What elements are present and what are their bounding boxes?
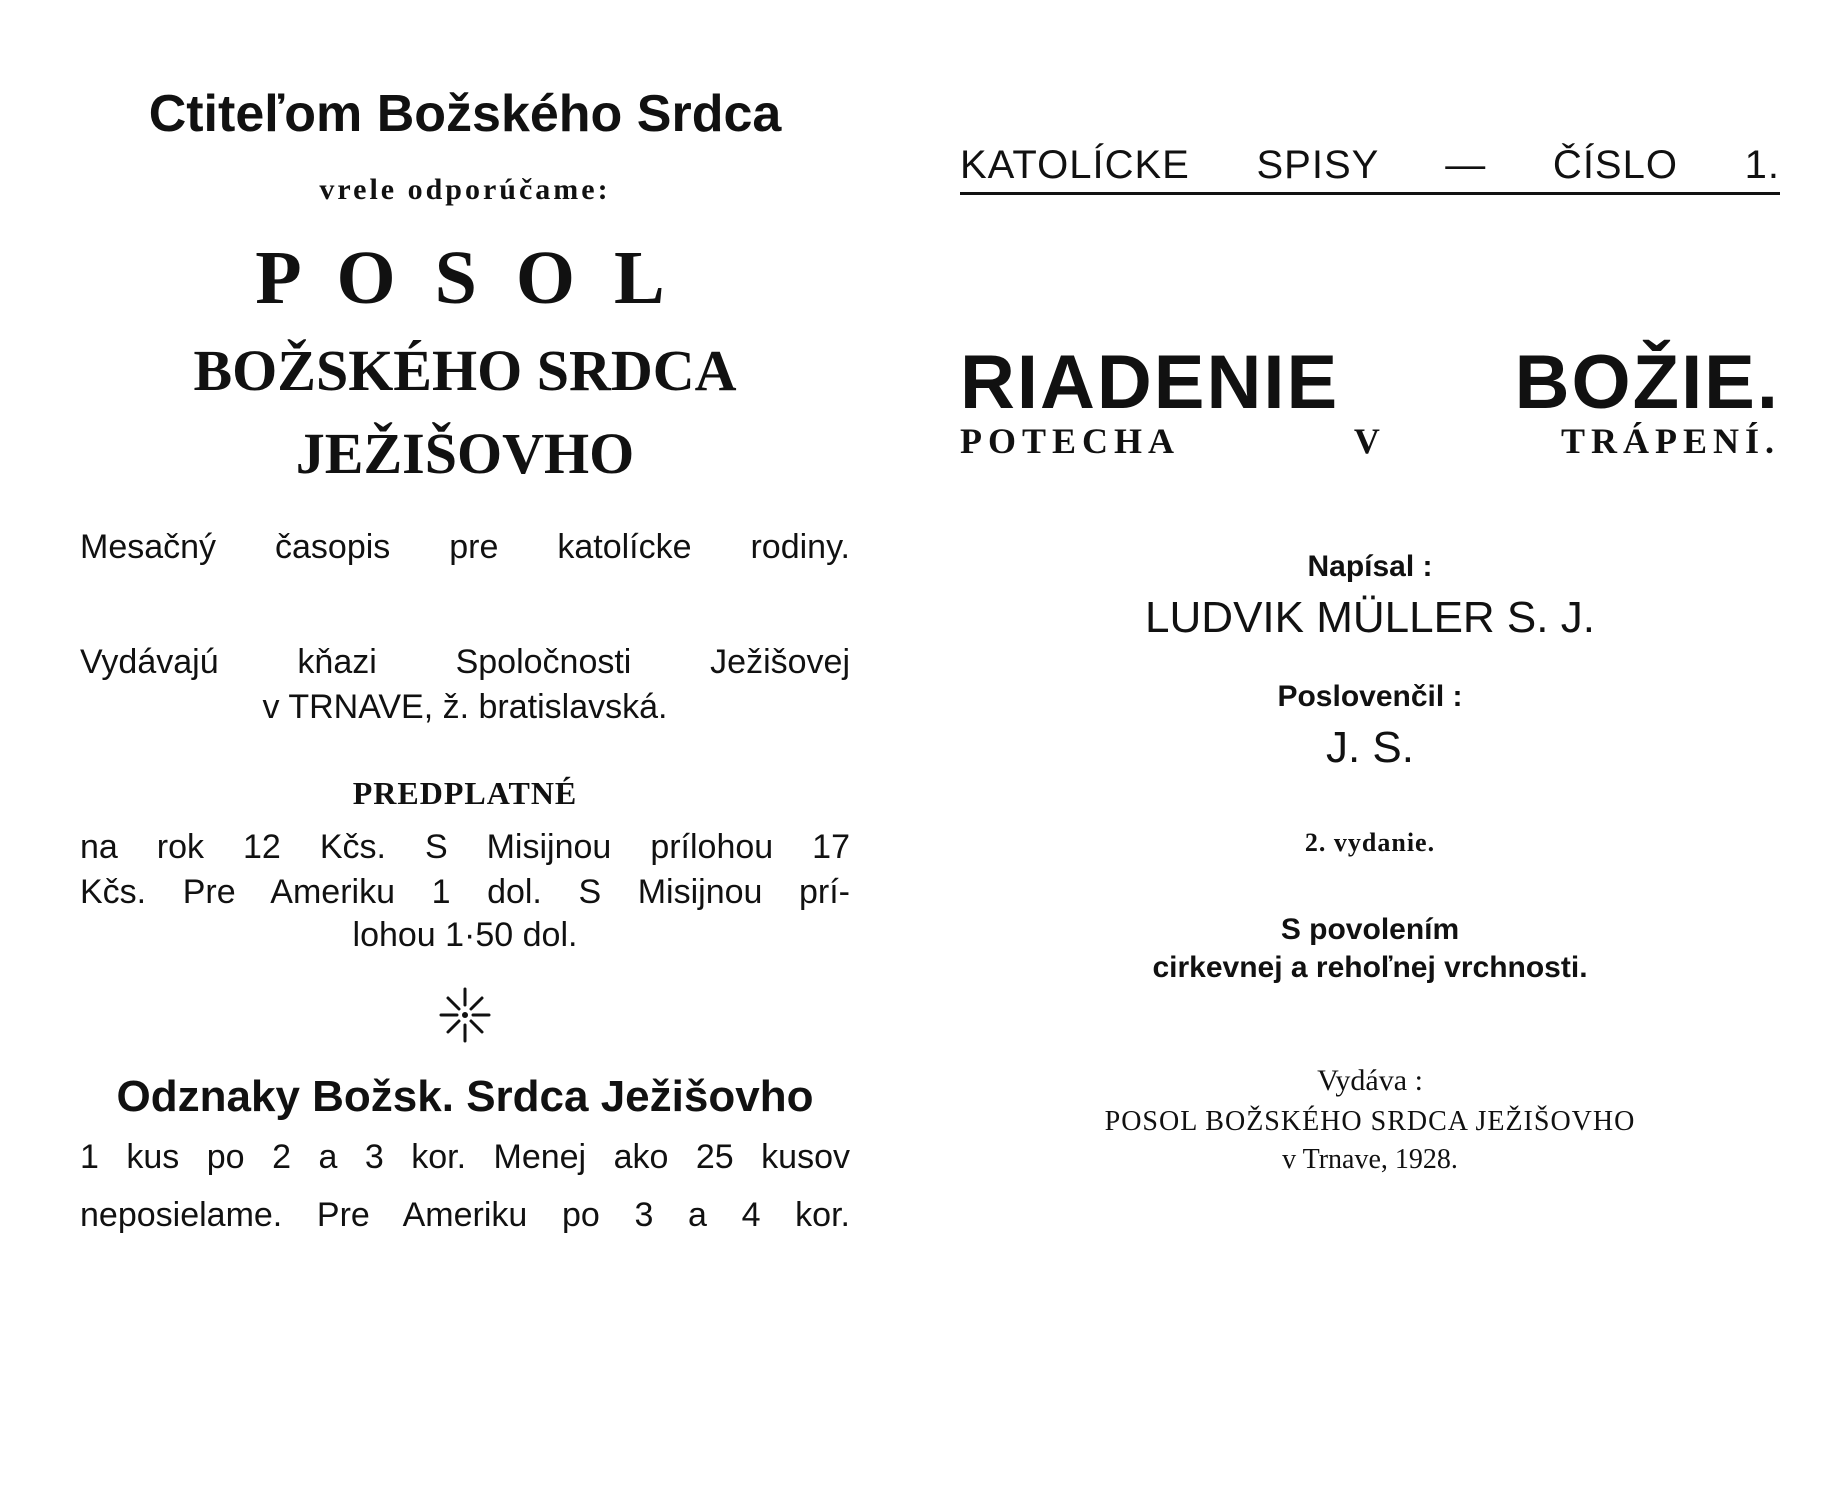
subscription-line-2: Kčs. Pre Ameriku 1 dol. S Misijnou prí- — [80, 873, 850, 911]
translator-label: Poslovenčil : — [1277, 680, 1463, 713]
subscription-heading: PREDPLATNÉ — [352, 775, 578, 811]
badges-line-2: neposielame. Pre Ameriku po 3 a 4 kor. — [80, 1196, 850, 1234]
permission-line-2: cirkevnej a rehoľnej vrchnosti. — [1152, 951, 1588, 984]
publisher-name: POSOL BOŽSKÉHO SRDCA JEŽIŠOVHO — [1104, 1106, 1636, 1137]
place-year: v Trnave, 1928. — [1282, 1144, 1458, 1175]
magazine-subtitle: Mesačný časopis pre katolícke rodiny. — [80, 528, 850, 566]
asterisk-ornament-icon — [80, 985, 850, 1050]
author-name: LUDVIK MÜLLER S. J. — [1145, 593, 1595, 642]
book-subtitle: POTECHA V TRÁPENÍ. — [960, 421, 1780, 461]
book-title: RIADENIE BOŽIE. — [960, 340, 1780, 425]
series-label: KATOLÍCKE SPISY — ČÍSLO 1. — [960, 143, 1780, 187]
publisher-label: Vydáva : — [1317, 1064, 1423, 1097]
author-label: Napísal : — [1307, 550, 1433, 583]
publisher-line-2: v TRNAVE, ž. bratislavská. — [262, 688, 668, 726]
badges-line-1: 1 kus po 2 a 3 kor. Menej ako 25 kusov — [80, 1138, 850, 1176]
magazine-title-line-1: P O S O L — [255, 236, 675, 320]
series-underline — [960, 192, 1780, 195]
edition-label: 2. vydanie. — [1304, 828, 1436, 857]
recommend-line: vrele odporúčame: — [319, 173, 611, 206]
right-page — [960, 0, 1780, 1500]
magazine-title-line-2: BOŽSKÉHO SRDCA — [193, 338, 737, 403]
subscription-line-3: lohou 1·50 dol. — [352, 916, 578, 954]
translator-name: J. S. — [1325, 723, 1415, 772]
badges-heading: Odznaky Božsk. Srdca Ježišovho — [116, 1072, 814, 1121]
magazine-title-line-3: JEŽIŠOVHO — [295, 421, 635, 486]
page-heading: Ctiteľom Božského Srdca — [148, 85, 782, 143]
subscription-line-1: na rok 12 Kčs. S Misijnou prílohou 17 — [80, 828, 850, 866]
permission-line-1: S povolením — [1280, 913, 1460, 946]
left-page — [80, 0, 850, 1500]
publisher-line-1: Vydávajú kňazi Spoločnosti Ježišovej — [80, 643, 850, 681]
